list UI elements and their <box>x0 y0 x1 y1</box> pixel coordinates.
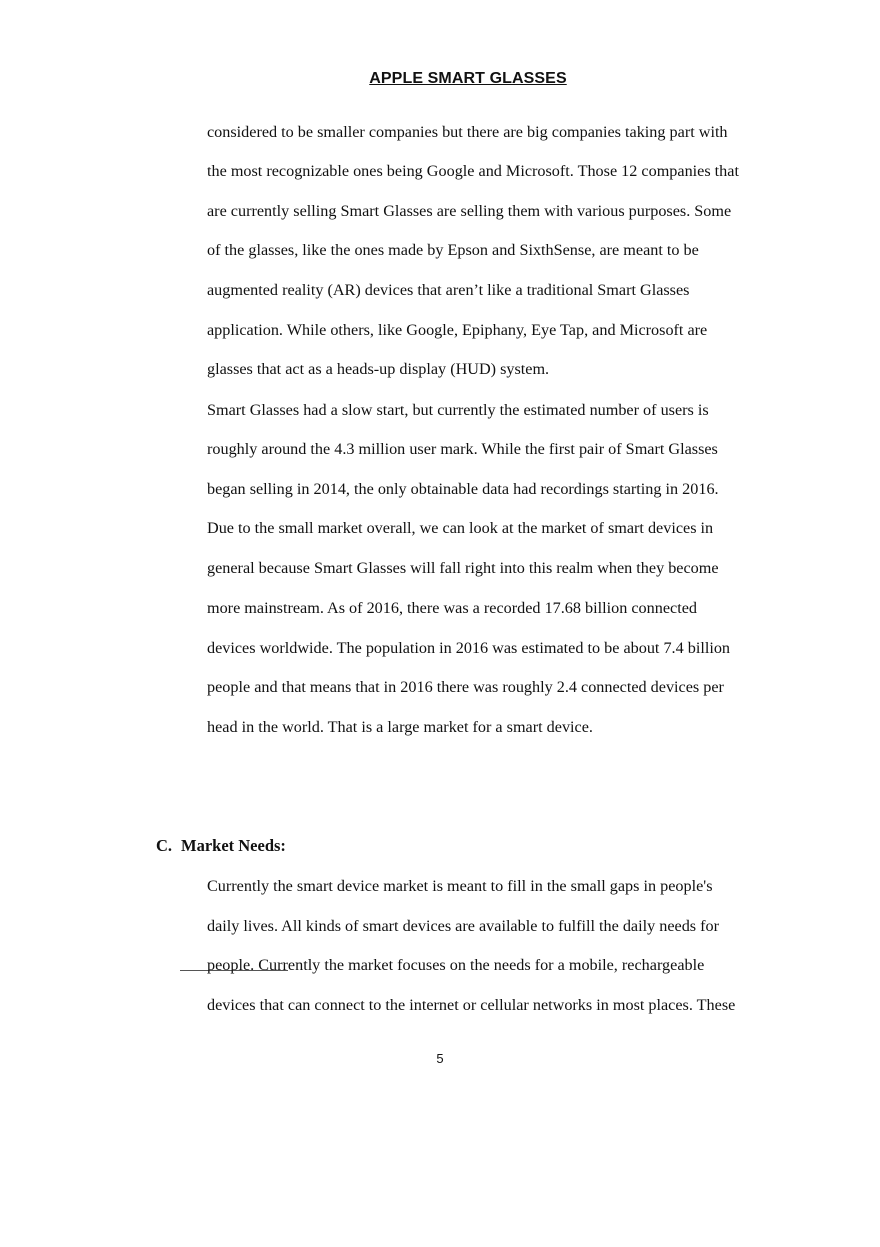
section-c-heading <box>156 836 286 856</box>
page-number: 5 <box>436 1051 444 1066</box>
paragraph-2-line-7: devices worldwide. The population in 2016 was estimated to be about 7.4 billion <box>207 639 731 657</box>
paragraph-2-line-8: people and that means that in 2016 there was roughly 2.4 connected devices per <box>207 678 724 696</box>
section-c-title: Market Needs: <box>181 836 286 855</box>
paragraph-1-line-1: considered to be smaller companies but there are big companies taking part with <box>207 123 728 141</box>
section-c-letter: C. <box>156 836 173 855</box>
paragraph-2-line-3: began selling in 2014, the only obtainable data had recordings starting in 2016. <box>207 480 719 498</box>
section-c-line-3: people. Currently the market focuses on the needs for a mobile, rechargeable <box>207 956 705 974</box>
paragraph-1-line-3: are currently selling Smart Glasses are selling them with various purposes. Some <box>207 202 732 220</box>
paragraph-1-line-2: the most recognizable ones being Google and Microsoft. Those 12 companies that <box>207 162 739 180</box>
paragraph-2-line-9: head in the world. That is a large market for a smart device. <box>207 718 593 736</box>
section-c-line-1: Currently the smart device market is meant to fill in the small gaps in people's <box>207 877 713 895</box>
paragraph-2-line-1: Smart Glasses had a slow start, but currently the estimated number of users is <box>207 401 709 419</box>
paragraph-2-line-4: Due to the small market overall, we can look at the market of smart devices in <box>207 519 714 537</box>
paragraph-2-line-5: general because Smart Glasses will fall right into this realm when they become <box>207 559 719 577</box>
page-header-title: APPLE SMART GLASSES <box>369 70 567 87</box>
section-c-line-4: devices that can connect to the internet or cellular networks in most places. These <box>207 996 736 1014</box>
paragraph-2-line-2: roughly around the 4.3 million user mark. While the first pair of Smart Glasses <box>207 440 718 458</box>
paragraph-1-line-6: application. While others, like Google, Epiphany, Eye Tap, and Microsoft are <box>207 321 708 339</box>
paragraph-1-line-4: of the glasses, like the ones made by Epson and SixthSense, are meant to be <box>207 241 699 259</box>
paragraph-1-line-5: augmented reality (AR) devices that aren’t like a traditional Smart Glasses <box>207 281 690 299</box>
paragraph-1-line-7: glasses that act as a heads-up display (HUD) system. <box>207 360 550 378</box>
paragraph-2-line-6: more mainstream. As of 2016, there was a recorded 17.68 billion connected <box>207 599 697 617</box>
section-c-line-2: daily lives. All kinds of smart devices are available to fulfill the daily needs for <box>207 917 720 935</box>
